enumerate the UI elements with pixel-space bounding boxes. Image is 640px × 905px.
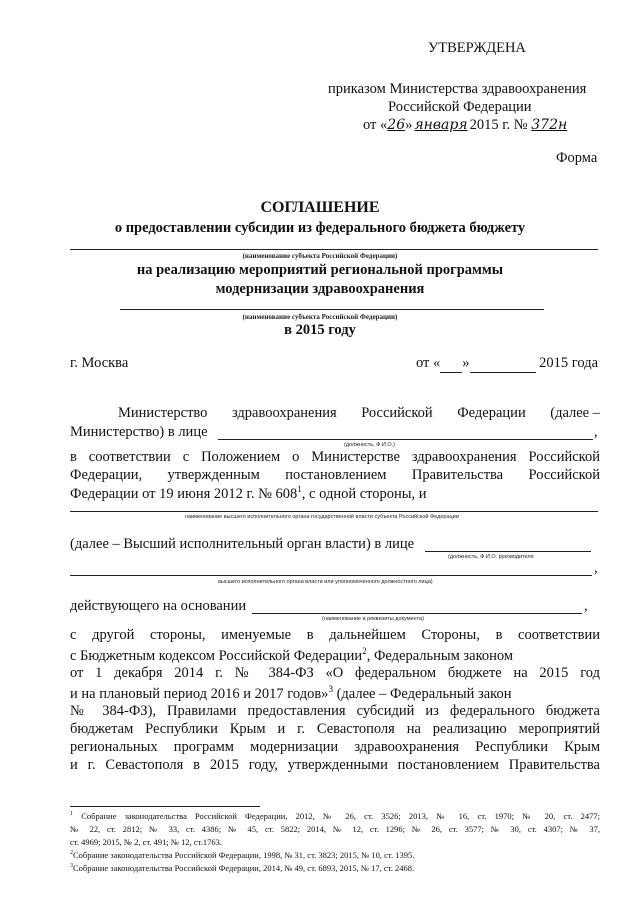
word: Российской bbox=[361, 405, 433, 421]
paragraph-1-line-5 bbox=[70, 484, 427, 503]
footnote-1-line-3: ст. 4969; 2015, № 2, ст. 491; № 12, ст.1763. bbox=[70, 837, 222, 847]
text: Собрание законодательства Российской Федерации, 2012, № 26, ст. 3526; 2013, № 16, ст. 1970; № 20, ст. 2477; bbox=[81, 811, 601, 821]
text: Собрание законодательства Российской Федерации, 1998, № 31, ст. 3823; 2015, № 10, ст. 1395. bbox=[73, 850, 415, 860]
order-date bbox=[363, 117, 567, 134]
document-basis-line bbox=[252, 613, 582, 614]
footnote-mark: 2 bbox=[70, 850, 73, 857]
position-fio-line bbox=[218, 439, 593, 440]
order-line-1: приказом Министерства здравоохранения bbox=[328, 81, 587, 97]
official-caption: высшего исполнительного органа власти или уполномоченного должностного лица) bbox=[218, 579, 433, 585]
subject-name-caption-2: (наименование субъекта Российской Федерации) bbox=[242, 313, 398, 321]
order-date-day: 26 bbox=[387, 117, 406, 133]
paragraph-2: (далее – Высший исполнительный орган власти) в лице bbox=[70, 536, 415, 552]
paragraph-4-line-7: региональных программ модернизации здравоохранения Республики Крым bbox=[70, 739, 600, 755]
order-line-2: Российской Федерации bbox=[388, 99, 532, 115]
footnote-1-line-2: № 22, ст. 2812; № 33, ст. 4386; № 45, ст. 5822; 2014, № 12, ст. 1296; № 26, ст. 3577; № 30, ст. 4307; № 37, bbox=[70, 824, 600, 834]
text: Федерации от 19 июня 2012 г. № 608 bbox=[70, 485, 298, 502]
paragraph-4-line-5: № 384-ФЗ), Правилами предоставления субсидий из федерального бюджета bbox=[70, 703, 600, 719]
paragraph-4-line-3: от 1 декабря 2014 г. № 384-ФЗ «О федеральном бюджете на 2015 год bbox=[70, 665, 600, 681]
text: (далее – Федеральный закон bbox=[332, 685, 512, 702]
city: г. Москва bbox=[70, 355, 129, 371]
supreme-body-caption: наименование высшего исполнительного органа государственной власти субъекта Российской Федерации bbox=[185, 514, 459, 520]
supreme-body-line bbox=[70, 511, 598, 512]
head-fio-line bbox=[425, 551, 591, 552]
text: Собрание законодательства Российской Федерации, 2014, № 49, ст. 6893, 2015, № 17, ст. 2468. bbox=[73, 863, 415, 873]
word: Министерство bbox=[118, 405, 208, 421]
order-date-sep: » bbox=[405, 117, 413, 133]
paragraph-1-line-1 bbox=[118, 405, 600, 422]
subject-name-line-2 bbox=[120, 309, 544, 310]
paragraph-4-line-6: бюджетам Республики Крым и г. Севастополя на реализацию мероприятий bbox=[70, 721, 600, 737]
footnote-mark: 3 bbox=[70, 863, 73, 870]
title-line-2: на реализацию мероприятий региональной программы bbox=[136, 262, 504, 278]
agreement-date-mid: » bbox=[462, 355, 470, 371]
order-date-month: января bbox=[414, 117, 468, 133]
agreement-date-prefix: от « bbox=[416, 355, 441, 371]
footnote-3 bbox=[70, 863, 414, 873]
text: с Бюджетным кодексом Российской Федерации bbox=[70, 647, 363, 664]
order-number: 37 bbox=[531, 117, 550, 133]
paragraph-1-line-2: Министерство) в лице bbox=[70, 424, 208, 440]
title-year: в 2015 году bbox=[284, 322, 356, 338]
footnote-1-line-1 bbox=[70, 811, 600, 821]
word: Федерации bbox=[457, 405, 526, 421]
text bbox=[70, 646, 513, 665]
paragraph-1-line-4: Федерации, утвержденным постановлением Правительства Российской bbox=[70, 467, 600, 483]
document-basis-caption: (наименование и реквизиты документа) bbox=[322, 616, 424, 622]
footnote-separator bbox=[70, 806, 260, 807]
subject-name-line bbox=[70, 249, 598, 250]
footnote-mark: 1 bbox=[70, 811, 73, 818]
document-title: СОГЛАШЕНИЕ bbox=[260, 199, 380, 216]
footnote-ref: 3 bbox=[328, 684, 333, 694]
paragraph-3: действующего на основании bbox=[70, 598, 247, 614]
footnote-2 bbox=[70, 850, 414, 860]
text: и на плановый период 2016 и 2017 годов» bbox=[70, 685, 329, 702]
order-date-year: 2015 г. № bbox=[469, 117, 528, 133]
title-line-3: модернизации здравоохранения bbox=[215, 281, 425, 297]
agreement-date-year: 2015 года bbox=[539, 355, 599, 371]
word: здравоохранения bbox=[231, 405, 337, 421]
document-subtitle: о предоставлении субсидии из федерального бюджета бюджету bbox=[114, 220, 526, 236]
subject-name-caption-1: (наименование субъекта Российской Федерации) bbox=[242, 252, 398, 260]
footnote-ref: 1 bbox=[297, 484, 302, 494]
comma: , bbox=[594, 424, 598, 440]
paragraph-4-line-1: с другой стороны, именуемые в дальнейшем Стороны, в соответствии bbox=[70, 627, 600, 643]
paragraph-1-line-3: в соответствии с Положением о Министерстве здравоохранения Российской bbox=[70, 449, 600, 465]
position-fio-caption: (должность, Ф.И.О.) bbox=[344, 442, 395, 448]
agreement-day-blank bbox=[440, 355, 462, 373]
official-line bbox=[70, 575, 592, 576]
paragraph-4-line-2 bbox=[70, 646, 600, 665]
text: , Федеральным законом bbox=[366, 647, 514, 664]
text: , с одной стороны, и bbox=[301, 485, 427, 502]
comma: , bbox=[594, 560, 598, 576]
head-fio-caption: (должность, Ф.И.О. руководителя bbox=[448, 554, 534, 560]
footnote-ref: 2 bbox=[362, 646, 367, 656]
agreement-month-blank bbox=[470, 355, 536, 373]
order-number-suffix: 2н bbox=[549, 117, 568, 133]
word: (далее – bbox=[550, 405, 600, 421]
form-label: Форма bbox=[556, 150, 598, 166]
comma: , bbox=[584, 598, 588, 614]
order-date-prefix: от « bbox=[363, 117, 388, 133]
paragraph-4-line-4 bbox=[70, 684, 600, 703]
paragraph-4-line-8: и г. Севастополя в 2015 году, утвержденными постановлением Правительства bbox=[70, 757, 600, 773]
agreement-date bbox=[416, 355, 598, 373]
approved-label: УТВЕРЖДЕНА bbox=[428, 40, 526, 56]
